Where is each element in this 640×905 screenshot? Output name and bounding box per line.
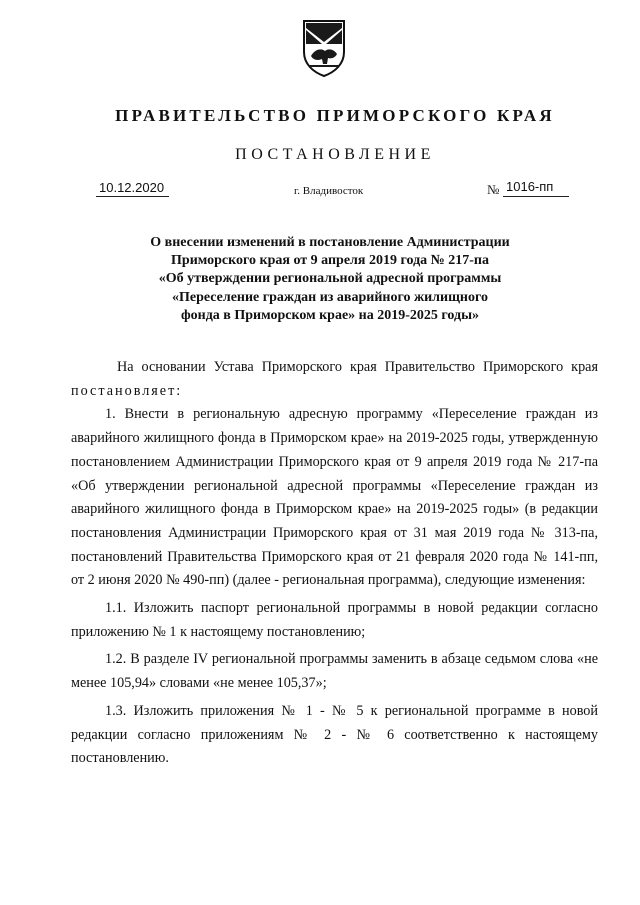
- document-date: 10.12.2020: [99, 180, 165, 195]
- heading-line: фонда в Приморском крае» на 2019-2025 годы»: [180, 307, 480, 323]
- number-underline: [503, 196, 569, 197]
- item-1-2-paragraph: 1.2. В разделе IV региональной программы заменить в абзаце седьмом слова «не менее 105,94» словами «не менее 105,37»;: [71, 651, 598, 692]
- intro-text: На основании Устава Приморского края Правительство Приморского края: [117, 359, 598, 375]
- item-1-paragraph: 1. Внести в региональную адресную программу «Переселение граждан из аварийного жилищного фонда в Приморском крае» на 2019-2025 годы, утвержденную постановлением Администрации Приморского края от 9 апреля 2019 года № 217-па «Об утверждении региональной адресной программы «Переселение граждан из аварийного жилищного фонда в Приморском крае» на 2019-2025 годы» (в редакции постановления Администрации Приморского края от 31 мая 2019 года № 313-па, постановлений Правительства Приморского края от 21 февраля 2020 года № 141-пп, от 2 июня 2020 № 490-пп) (далее - региональная программа), следующие изменения:: [71, 406, 598, 589]
- government-title: ПРАВИТЕЛЬСТВО ПРИМОРСКОГО КРАЯ: [115, 106, 555, 125]
- item-1-3-paragraph: 1.3. Изложить приложения № 1 - № 5 к региональной программе в новой редакции согласно приложениям № 2 - № 6 соответственно к настоящему постановлению.: [71, 702, 598, 767]
- heading-line: «Об утверждении региональной адресной программы: [158, 271, 502, 287]
- document-city: г. Владивосток: [294, 185, 364, 197]
- intro-paragraph: [71, 356, 598, 403]
- date-underline: [96, 196, 169, 197]
- heading-line: «Переселение граждан из аварийного жилищного: [171, 289, 488, 305]
- heading-line: Приморского края от 9 апреля 2019 года № 217-па: [171, 253, 489, 269]
- document-type: ПОСТАНОВЛЕНИЕ: [235, 146, 435, 163]
- item-1-1-paragraph: 1.1. Изложить паспорт региональной программы в новой редакции согласно приложению № 1 к настоящему постановлению;: [71, 600, 598, 640]
- intro-verb: постановляет:: [71, 382, 183, 399]
- document-body: [71, 356, 598, 771]
- number-sign: №: [487, 182, 500, 197]
- heading-line: О внесении изменений в постановление Администрации: [150, 235, 510, 250]
- document-number: 1016-пп: [506, 179, 554, 194]
- document-heading: [110, 234, 550, 325]
- coat-of-arms-icon: [301, 18, 347, 78]
